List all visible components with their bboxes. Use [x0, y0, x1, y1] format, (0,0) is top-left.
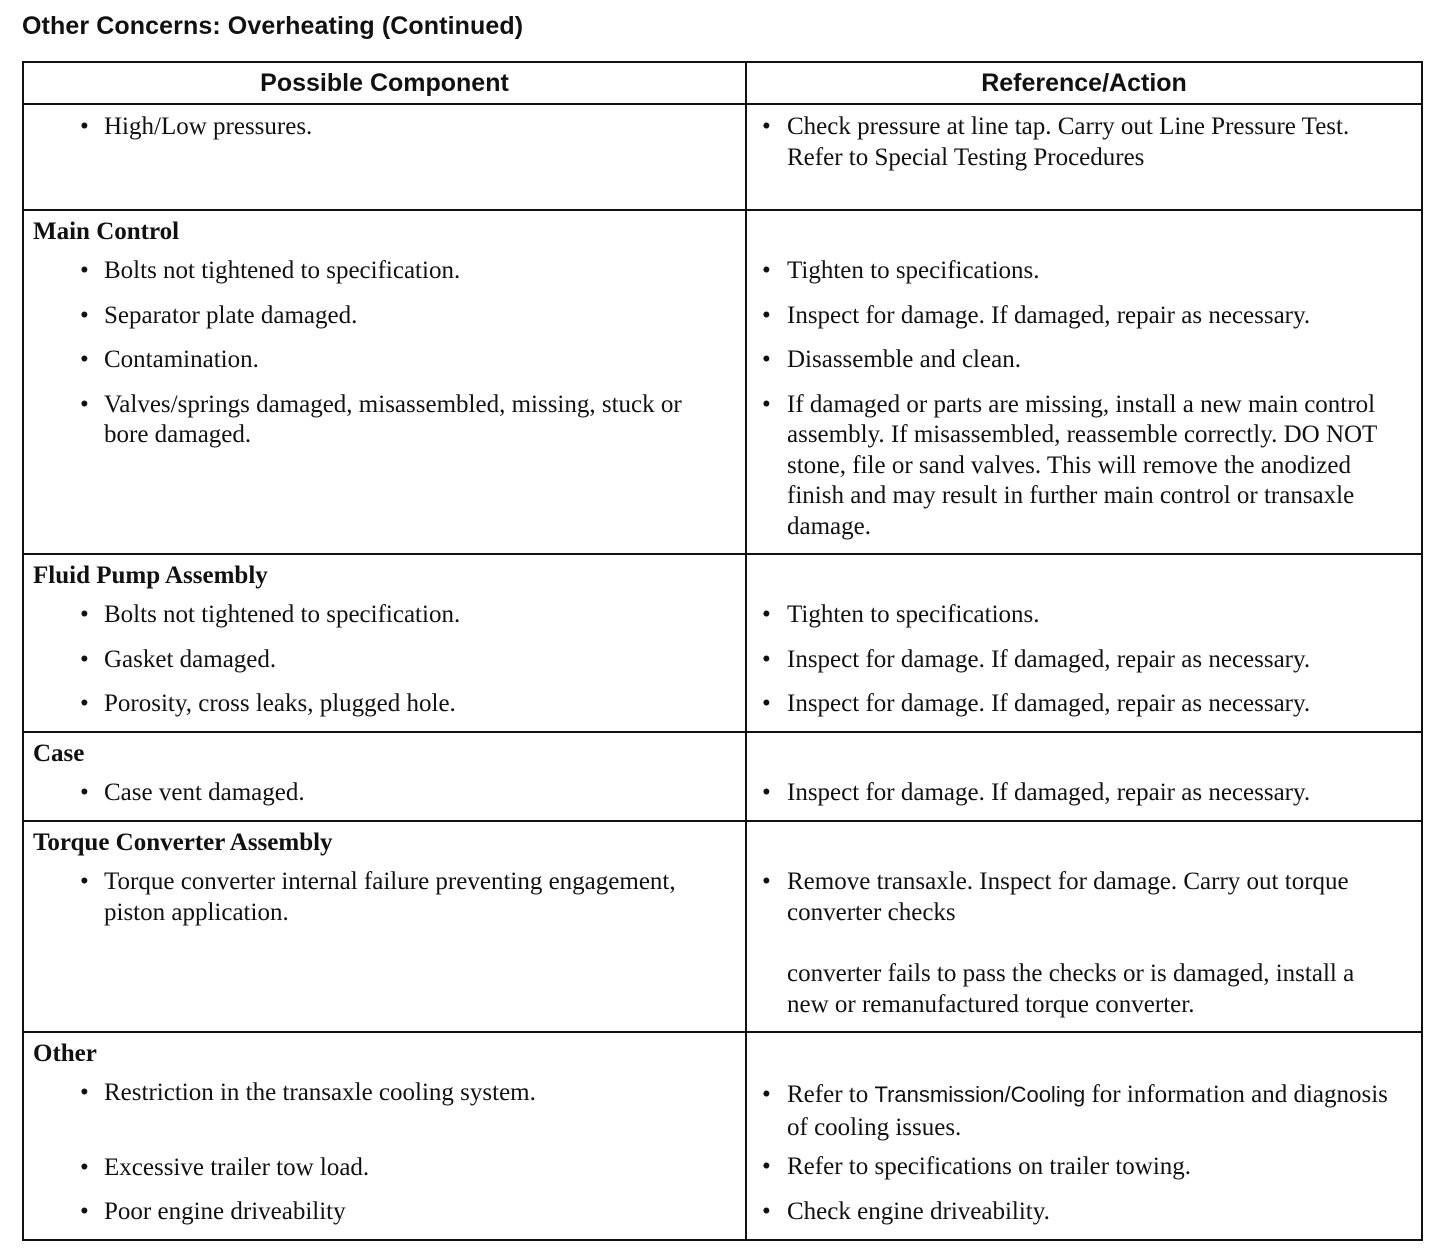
- list-item: • High/Low pressures.: [80, 113, 313, 140]
- group-title: Other: [33, 1040, 97, 1067]
- list-item: • Torque converter internal failure preventing engagement, piston application.: [80, 868, 676, 926]
- list-item: • Bolts not tightened to specification.: [80, 257, 461, 284]
- action-cell: [746, 821, 1422, 1032]
- list-item: • Restriction in the transaxle cooling system.: [80, 1079, 536, 1106]
- table-row: [23, 210, 1422, 554]
- action-cell: [746, 1032, 1422, 1240]
- troubleshooting-table: [22, 61, 1423, 1241]
- action-cell: [746, 210, 1422, 554]
- component-cell: [23, 210, 746, 554]
- list-item: • If damaged or parts are missing, install a new main control assembly. If misassembled, reassemble correctly. DO NOT stone, file or sand valves. This will remove the anodized finish and may result in further main control or transaxle damage.: [762, 390, 1377, 540]
- list-item: • Refer to specifications on trailer towing.: [762, 1153, 1192, 1180]
- column-header-component: Possible Component: [23, 62, 746, 104]
- list-item-continuation: converter fails to pass the checks or is damaged, install a new or remanufactured torque converter.: [787, 960, 1355, 1018]
- table-row: [23, 554, 1422, 732]
- table-row: [23, 821, 1422, 1032]
- table-header-row: [23, 62, 1422, 104]
- list-item: • Inspect for damage. If damaged, repair as necessary.: [762, 645, 1311, 673]
- table-row: [23, 1032, 1422, 1240]
- list-item: • Contamination.: [80, 346, 259, 373]
- list-item: • Separator plate damaged.: [80, 301, 358, 329]
- group-title: Case: [33, 740, 85, 767]
- list-item: • Gasket damaged.: [80, 645, 277, 673]
- table-row: [23, 104, 1422, 210]
- list-item: • Valves/springs damaged, misassembled, missing, stuck or bore damaged.: [80, 390, 682, 448]
- list-item: • Tighten to specifications.: [762, 257, 1040, 284]
- cross-reference-link[interactable]: Transmission/Cooling: [874, 1082, 1086, 1107]
- list-item: • Porosity, cross leaks, plugged hole.: [80, 690, 456, 717]
- list-item: • Poor engine driveability: [80, 1198, 346, 1225]
- action-cell: [746, 554, 1422, 732]
- component-cell: [23, 104, 746, 210]
- action-cell: [746, 104, 1422, 210]
- group-title: Fluid Pump Assembly: [33, 562, 268, 589]
- group-title: Main Control: [33, 218, 180, 245]
- list-item: • Inspect for damage. If damaged, repair as necessary.: [762, 301, 1311, 329]
- list-item: • Excessive trailer tow load.: [80, 1153, 370, 1181]
- list-item: • Bolts not tightened to specification.: [80, 601, 461, 628]
- list-item: • Check engine driveability.: [762, 1197, 1050, 1225]
- group-title: Torque Converter Assembly: [33, 829, 333, 856]
- list-item: • Check pressure at line tap. Carry out Line Pressure Test. Refer to Special Testing Procedures: [762, 113, 1350, 171]
- list-item: • Remove transaxle. Inspect for damage. Carry out torque converter checks: [762, 868, 1349, 926]
- component-cell: [23, 554, 746, 732]
- component-cell: [23, 732, 746, 821]
- table-row: [23, 732, 1422, 821]
- component-cell: [23, 1032, 746, 1240]
- list-item: • Refer to Transmission/Cooling for information and diagnosis of cooling issues.: [762, 1081, 1388, 1141]
- list-item: • Inspect for damage. If damaged, repair as necessary.: [762, 779, 1311, 806]
- page-title: Other Concerns: Overheating (Continued): [22, 12, 524, 40]
- list-item: • Disassemble and clean.: [762, 346, 1021, 373]
- list-item: • Case vent damaged.: [80, 779, 305, 806]
- list-item: • Inspect for damage. If damaged, repair as necessary.: [762, 690, 1311, 717]
- list-item: • Tighten to specifications.: [762, 601, 1040, 628]
- action-cell: [746, 732, 1422, 821]
- column-header-action: Reference/Action: [746, 62, 1422, 104]
- component-cell: [23, 821, 746, 1032]
